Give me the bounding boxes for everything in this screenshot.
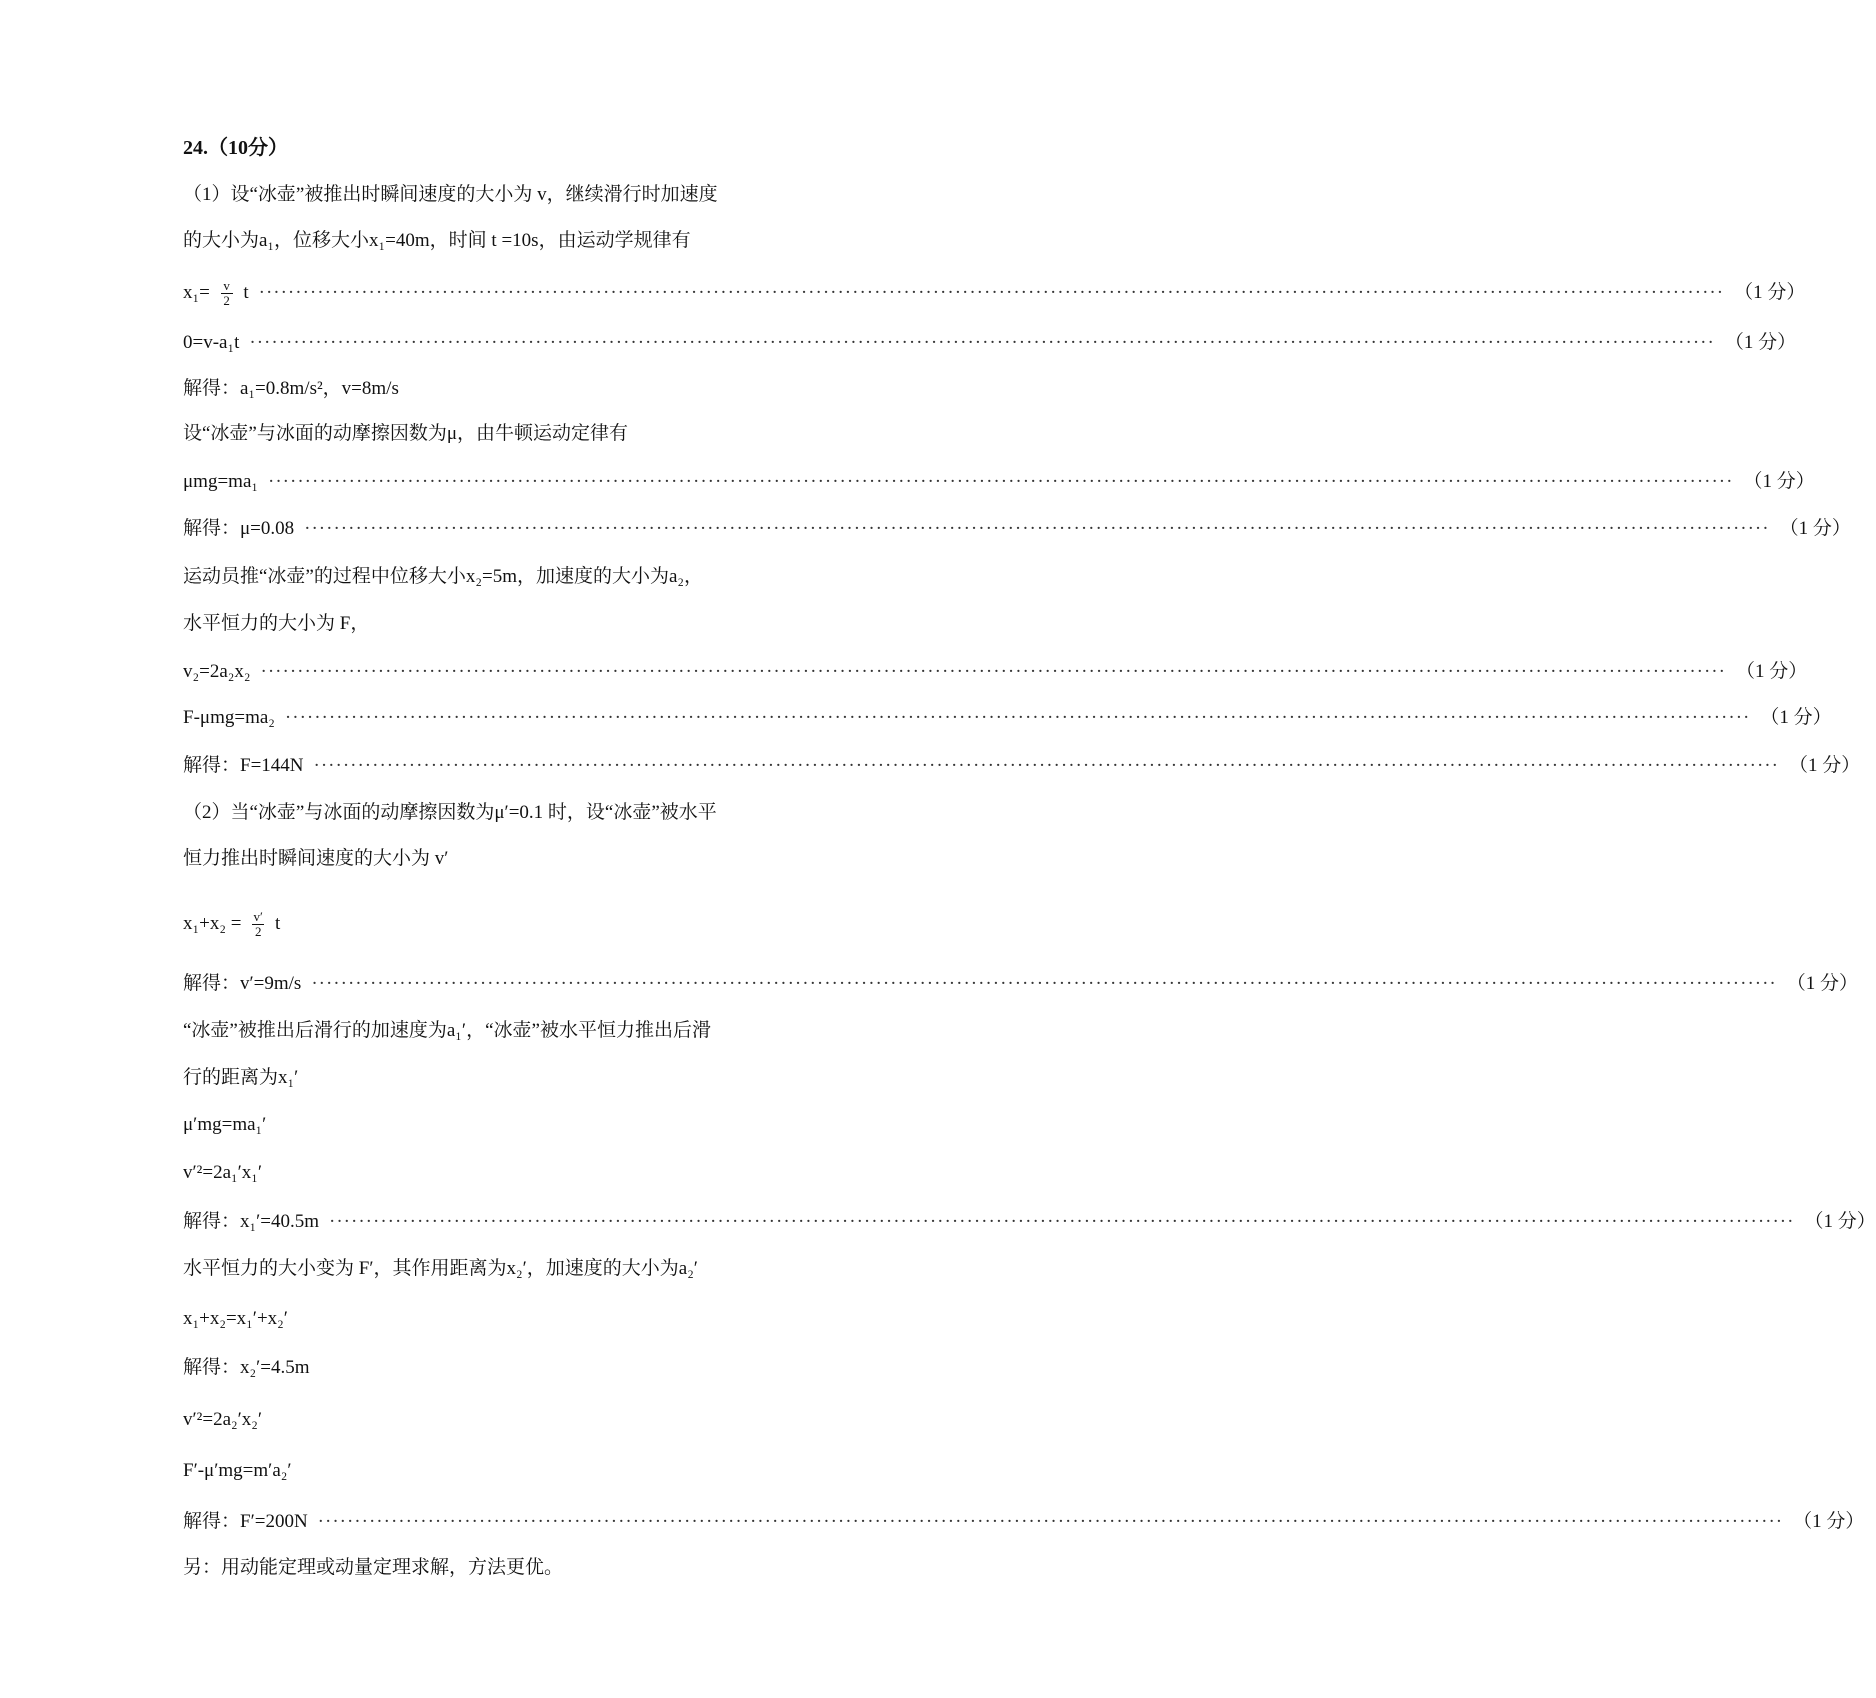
- equation-line: [183, 325, 1797, 361]
- equation-line: [183, 748, 1861, 784]
- fraction-denominator: 2: [254, 924, 262, 940]
- fraction-numerator: v: [223, 278, 230, 294]
- text-line: v′²=2a₁′x₁′: [183, 1162, 263, 1183]
- text-line: F′-μ′mg=m′a₂′: [183, 1460, 292, 1481]
- score-mark: （1 分）: [1804, 1211, 1876, 1232]
- text-line: 运动员推“冰壶”的过程中位移大小x₂=5m，加速度的大小为a₂，: [183, 566, 704, 587]
- fraction: [221, 279, 233, 308]
- score-mark: （1 分）: [1734, 282, 1806, 303]
- score-mark: （1 分）: [1788, 755, 1861, 776]
- leader-dots: ········································································································································································································: [284, 707, 1751, 728]
- text-line: 解得：x₂′=4.5m: [183, 1357, 310, 1378]
- equation-line: [183, 966, 1859, 1002]
- equation: 解得：F=144N: [183, 755, 304, 776]
- text-line: 水平恒力的大小变为 F′，其作用距离为x₂′，加速度的大小为a₂′: [183, 1258, 698, 1279]
- fraction: [252, 910, 264, 939]
- text-line: 的大小为a₁，位移大小x₁=40m，时间 t =10s，由运动学规律有: [183, 230, 691, 251]
- equation: x₁+x₂ = $\frac{v'}{2}$ t: [183, 909, 281, 940]
- equation: 解得：F′=200N: [183, 1511, 308, 1532]
- leader-dots: ········································································································································································································: [260, 661, 1726, 682]
- text-line: 恒力推出时瞬间速度的大小为 v′: [183, 848, 449, 869]
- text-line: x₁+x₂=x₁′+x₂′: [183, 1308, 288, 1329]
- text-line: （1）设“冰壶”被推出时瞬间速度的大小为 v，继续滑行时加速度: [183, 184, 718, 205]
- equation: x₁= $\frac{v}{2}$ t: [183, 278, 249, 309]
- equation-line: [183, 906, 783, 942]
- text-line: μ′mg=ma₁′: [183, 1114, 267, 1135]
- leader-dots: ········································································································································································································: [304, 518, 1770, 539]
- leader-dots: ········································································································································································································: [317, 1511, 1784, 1532]
- equation: v₂=2a₂x₂: [183, 661, 251, 682]
- equation: 解得：μ=0.08: [183, 518, 295, 539]
- leader-dots: ········································································································································································································: [258, 282, 1725, 303]
- equation-line: [183, 511, 1851, 547]
- score-mark: （1 分）: [1760, 707, 1832, 728]
- equation: 0=v-a₁t: [183, 332, 240, 353]
- score-mark: （1 分）: [1724, 332, 1797, 353]
- equation: F-μmg=ma₂: [183, 707, 275, 728]
- equation-line: [183, 700, 1832, 736]
- leader-dots: ········································································································································································································: [329, 1211, 1795, 1232]
- equation: μmg=ma₁: [183, 471, 259, 492]
- text-line: 解得：a₁=0.8m/s²，v=8m/s: [183, 378, 399, 399]
- score-mark: （1 分）: [1743, 471, 1815, 492]
- fraction-denominator: 2: [223, 293, 230, 309]
- text-line: 设“冰壶”与冰面的动摩擦因数为μ，由牛顿运动定律有: [183, 423, 629, 444]
- text-line: 行的距离为x₁′: [183, 1067, 299, 1088]
- text-line: 另：用动能定理或动量定理求解，方法更优。: [183, 1557, 564, 1578]
- text-line: v′²=2a₂′x₂′: [183, 1409, 263, 1430]
- equation: 解得：v′=9m/s: [183, 973, 302, 994]
- equation-line: [183, 1504, 1865, 1540]
- score-mark: （1 分）: [1735, 661, 1808, 682]
- text-line: 水平恒力的大小为 F，: [183, 613, 370, 634]
- leader-dots: ········································································································································································································: [313, 755, 1779, 776]
- equation-line: [183, 275, 1806, 311]
- question-title: 24.（10分）: [183, 137, 288, 159]
- score-mark: （1 分）: [1786, 973, 1859, 994]
- equation-line: [183, 464, 1815, 500]
- equation: 解得：x₁′=40.5m: [183, 1211, 320, 1232]
- equation-line: [183, 1204, 1876, 1240]
- leader-dots: ········································································································································································································: [311, 973, 1777, 994]
- score-mark: （1 分）: [1793, 1511, 1865, 1532]
- equation-line: [183, 654, 1808, 690]
- text-line: “冰壶”被推出后滑行的加速度为a₁′，“冰壶”被水平恒力推出后滑: [183, 1020, 711, 1041]
- fraction-numerator: v′: [253, 909, 263, 925]
- leader-dots: ········································································································································································································: [249, 332, 1715, 353]
- leader-dots: ········································································································································································································: [268, 471, 1734, 492]
- text-line: （2）当“冰壶”与冰面的动摩擦因数为μ′=0.1 时，设“冰壶”被水平: [183, 802, 717, 823]
- score-mark: （1 分）: [1779, 518, 1851, 539]
